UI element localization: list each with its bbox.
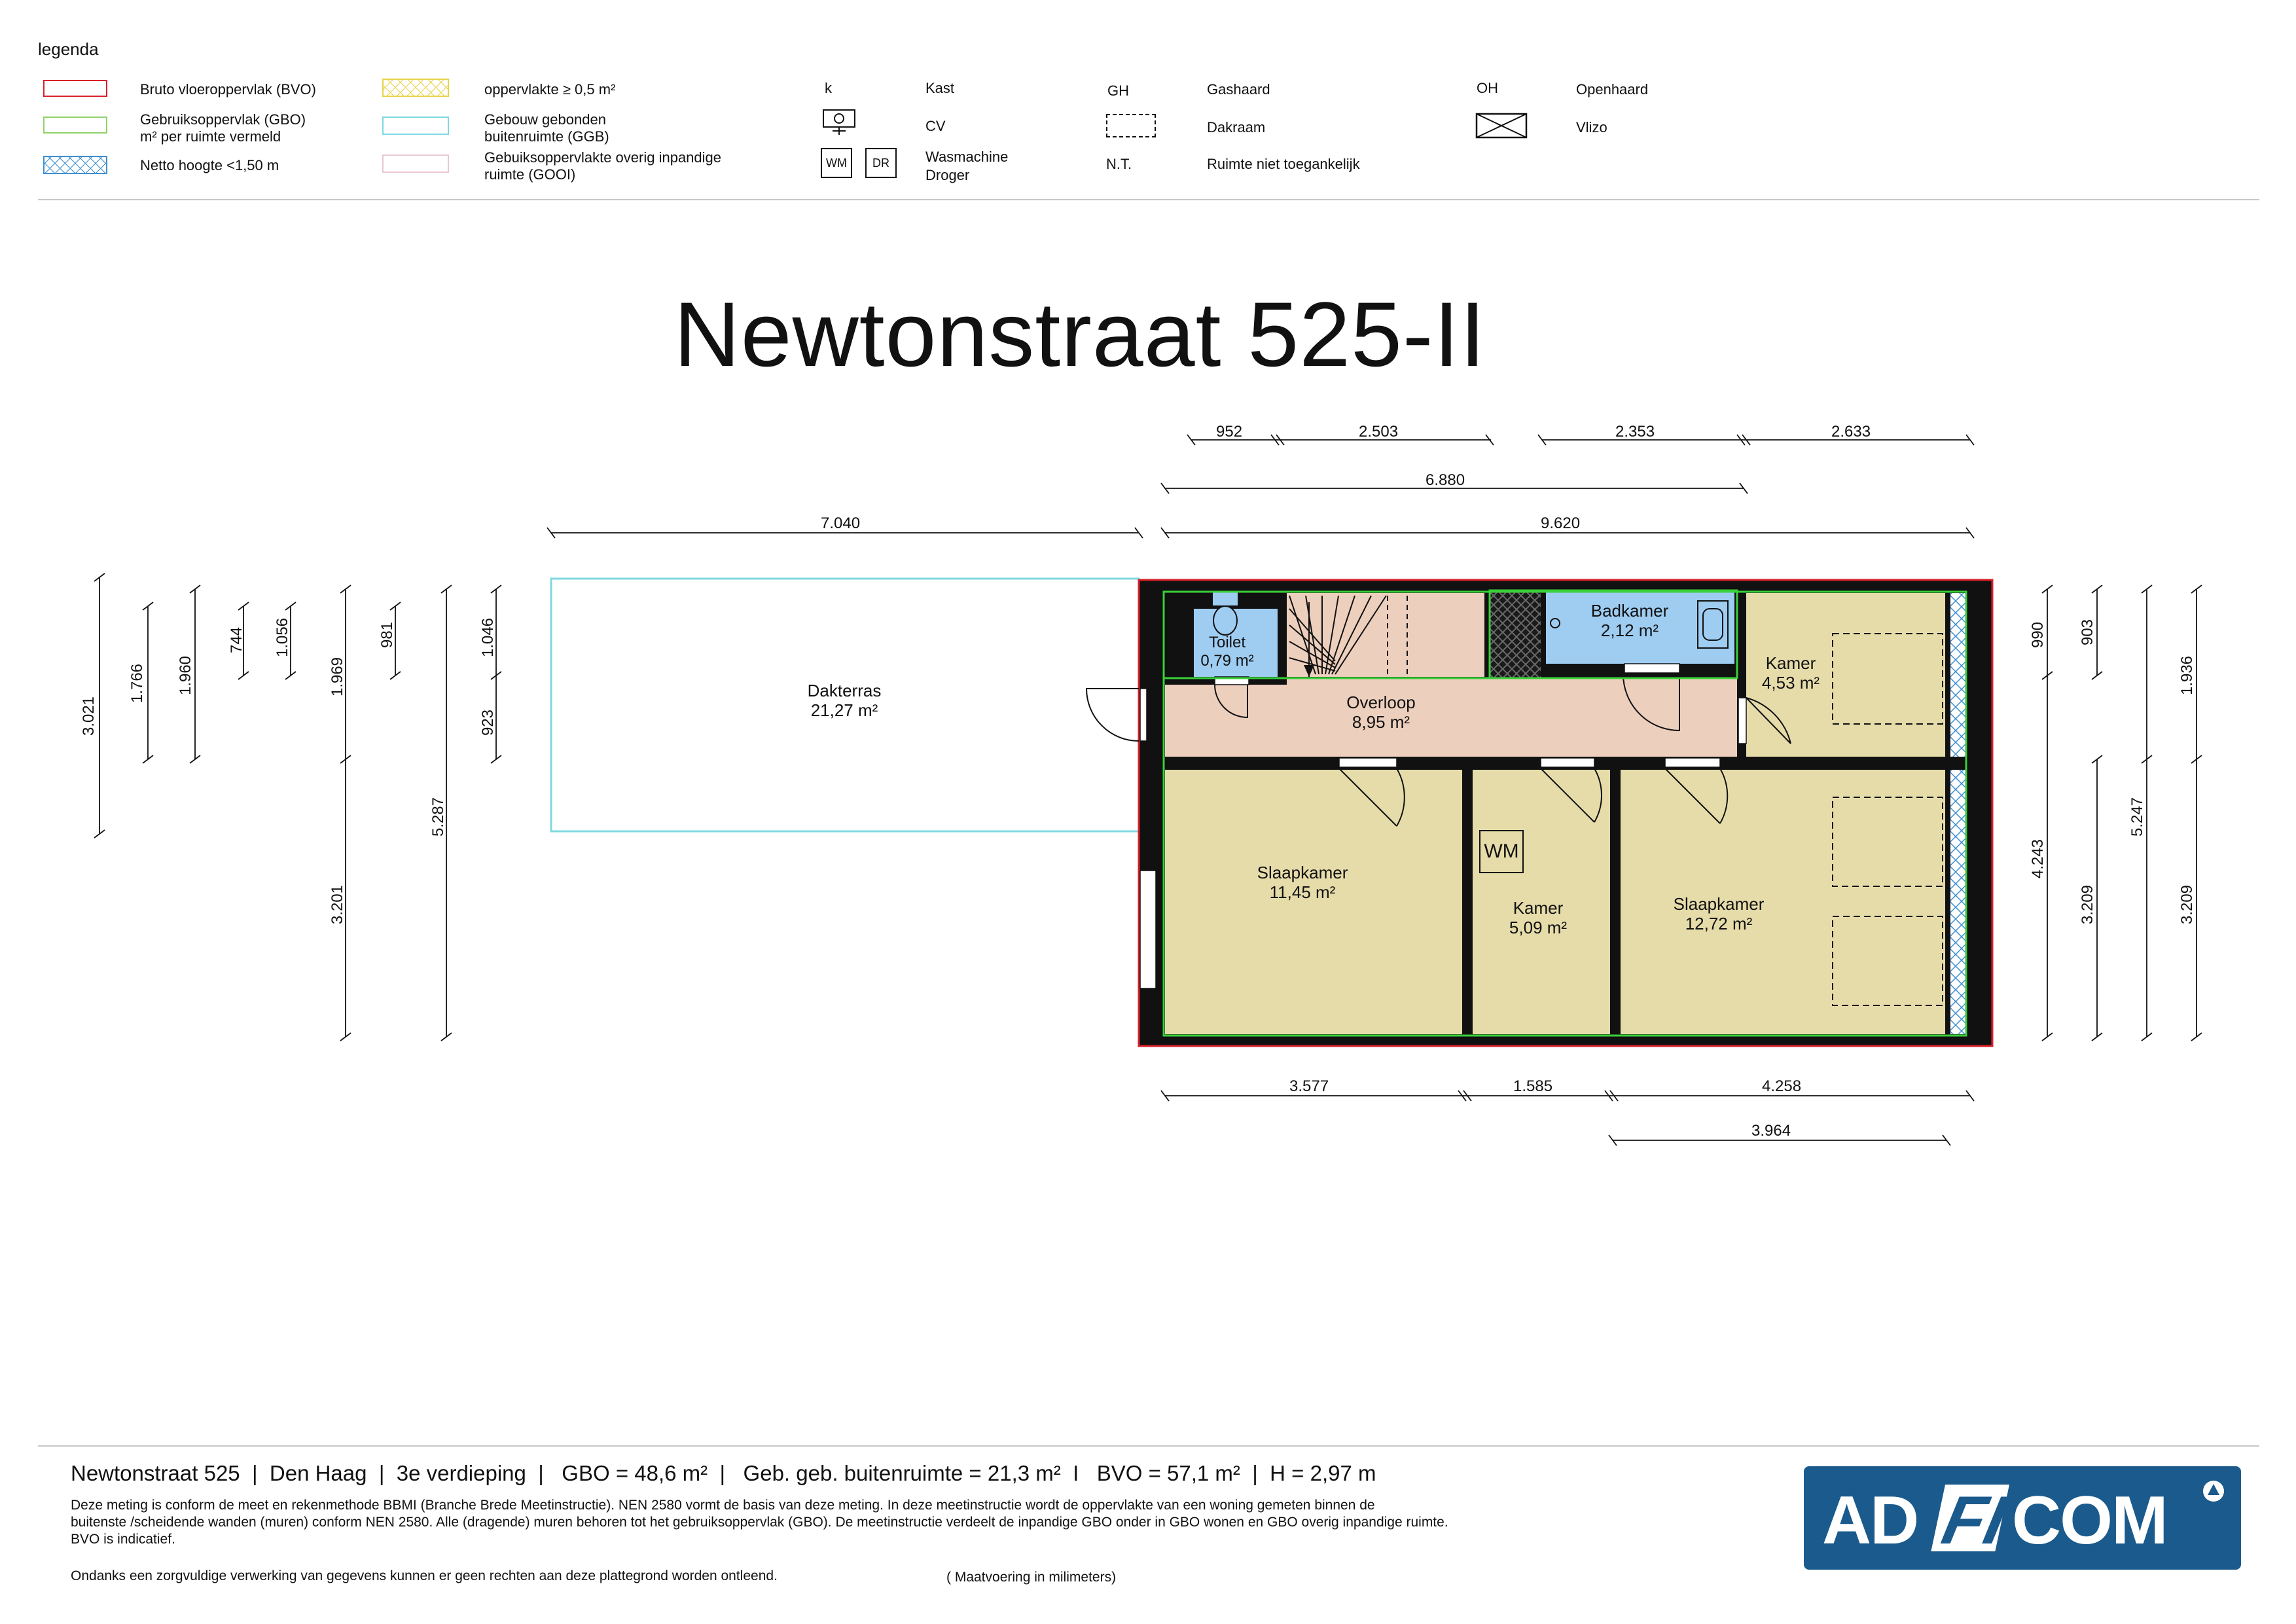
dim-label-923: 923: [479, 709, 497, 736]
room-name: Badkamer: [1590, 601, 1669, 621]
dim-label-1960: 1.960: [177, 655, 194, 696]
adficom-logo-mark: [1804, 1466, 2241, 1570]
dim-label-1585: 1.585: [1513, 1077, 1553, 1095]
room-label-overloop: [1322, 693, 1440, 732]
room-label-badkamer: [1571, 601, 1689, 640]
dim-label-952: 952: [1216, 423, 1243, 441]
room-area: 21,27 m²: [810, 700, 878, 720]
room-name: Overloop: [1346, 693, 1416, 712]
dim-label-3964: 3.964: [1751, 1122, 1791, 1140]
toilet-fixture: [1212, 592, 1238, 635]
legend-title: legenda: [38, 39, 99, 59]
footer-units-note: ( Maatvoering in milimeters): [946, 1570, 1117, 1585]
room-name: Dakterras: [807, 681, 882, 700]
dim-label-903: 903: [2079, 619, 2096, 646]
legend-label-nt: Ruimte niet toegankelijk: [1207, 156, 1360, 172]
svg-text:AD: AD: [1822, 1483, 1918, 1559]
footer-disclaimer-4: Ondanks een zorgvuldige verwerking van gegevens kunnen er geen rechten aan deze plattegrond worden ontleend.: [71, 1568, 778, 1583]
room-label-toilet: [1191, 634, 1263, 670]
legend-label-ggb: Gebouw gebonden buitenruimte (GGB): [484, 111, 609, 145]
room-area: 5,09 m²: [1509, 918, 1568, 937]
dim-label-4243: 4.243: [2029, 839, 2047, 879]
room-label-slaapkamer-2: [1660, 894, 1778, 933]
page-title: Newtonstraat 525-II: [673, 283, 1486, 386]
room-label-kamer-small: [1751, 653, 1830, 693]
slaapkamer-1-fill: [1165, 770, 1462, 1034]
legend-code-kast: k: [825, 80, 832, 96]
adficom-logo: [1804, 1466, 2241, 1570]
legend-label-bvo: Bruto vloeroppervlak (BVO): [140, 81, 316, 98]
dim-label-3209-a: 3.209: [2079, 884, 2096, 925]
washing-machine-symbol: WM: [1479, 830, 1524, 873]
dim-label-1936: 1.936: [2178, 655, 2196, 696]
dim-label-2503: 2.503: [1359, 423, 1399, 441]
legend-label-gbo: Gebruiksoppervlak (GBO) m² per ruimte vermeld: [140, 111, 306, 145]
room-name: Kamer: [1765, 653, 1816, 673]
dim-label-3201: 3.201: [329, 884, 346, 925]
footer-disclaimer-3: BVO is indicatief.: [71, 1532, 175, 1547]
svg-text:COM: COM: [2012, 1483, 2167, 1559]
dim-label-3577: 3.577: [1289, 1077, 1329, 1095]
dim-label-1056: 1.056: [274, 617, 291, 658]
legend-label-vlizo: Vlizo: [1576, 119, 1607, 135]
footer-divider: [38, 1445, 2259, 1447]
legend-label-kast: Kast: [925, 80, 955, 96]
footer-summary: Newtonstraat 525 | Den Haag | 3e verdieping | GBO = 48,6 m² | Geb. geb. buitenruimte = 21,3 m² I BVO = 57,1 m² | H = 2,97 m: [71, 1461, 1376, 1485]
dim-label-9620: 9.620: [1541, 514, 1581, 532]
room-area: 8,95 m²: [1352, 712, 1410, 732]
legend-label-oppervlakte: oppervlakte ≥ 0,5 m²: [484, 81, 616, 98]
room-label-slaapkamer-1: [1244, 863, 1361, 902]
dim-label-5287: 5.287: [429, 797, 447, 837]
dim-label-7040: 7.040: [821, 514, 861, 532]
dim-label-1969: 1.969: [329, 657, 346, 697]
room-area: 0,79 m²: [1200, 652, 1254, 670]
dim-label-4258: 4.258: [1762, 1077, 1802, 1095]
room-name: Slaapkamer: [1257, 863, 1348, 882]
dim-label-1766: 1.766: [128, 663, 146, 704]
room-area: 12,72 m²: [1685, 914, 1753, 933]
dim-label-3209-b: 3.209: [2178, 884, 2196, 925]
legend-code-openhaard: OH: [1477, 80, 1498, 96]
dim-label-3021: 3.021: [80, 696, 98, 736]
room-area: 2,12 m²: [1600, 621, 1659, 640]
dim-label-5247: 5.247: [2128, 797, 2146, 837]
dim-label-744: 744: [228, 626, 245, 654]
dim-label-981: 981: [378, 621, 396, 649]
room-name: Kamer: [1513, 898, 1564, 918]
dr-icon: DR: [865, 148, 897, 178]
svg-text:FI: FI: [1936, 1483, 2013, 1559]
room-area: 11,45 m²: [1269, 882, 1336, 902]
vlizo-hatch: [1490, 590, 1541, 678]
dim-label-2353: 2.353: [1615, 423, 1655, 441]
legend-label-gooi: Gebuiksoppervlakte overig inpandige ruimte (GOOI): [484, 149, 722, 183]
legend-code-nt: N.T.: [1106, 156, 1132, 172]
legend-label-dakraam: Dakraam: [1207, 119, 1266, 135]
dim-label-2633: 2.633: [1831, 423, 1871, 441]
stair-hall-fill: [1287, 593, 1484, 677]
room-label-kamer-mid: [1499, 898, 1577, 937]
legend-label-cv: CV: [925, 118, 946, 134]
dim-label-6880: 6.880: [1426, 471, 1465, 489]
room-area: 4,53 m²: [1761, 673, 1820, 693]
footer-disclaimer-2: buitenste /scheidende wanden (muren) conform NEN 2580. Alle (dragende) muren behoren tot het gebruiksoppervlak (GBO). De meetinstructie verdeelt de inpandige GBO onder in GBO wonen en GBO overig inpandige ruimte.: [71, 1515, 1448, 1530]
overloop-fill: [1165, 678, 1737, 759]
room-label-dakterras: [785, 681, 903, 720]
legend-label-gashaard: Gashaard: [1207, 81, 1270, 98]
legend-label-netto-hoogte: Netto hoogte <1,50 m: [140, 157, 279, 173]
legend-code-gashaard: GH: [1107, 82, 1129, 99]
dim-label-1046: 1.046: [479, 617, 497, 658]
legend-label-wm-dr: Wasmachine Droger: [925, 149, 1009, 183]
dim-label-990: 990: [2029, 621, 2047, 649]
legend-label-openhaard: Openhaard: [1576, 81, 1649, 98]
room-name: Slaapkamer: [1673, 894, 1765, 914]
footer-disclaimer-1: Deze meting is conform de meet en rekenmethode BBMI (Branche Brede Meetinstructie). NEN 2580 vormt de basis van deze meting. In deze meetinstructie wordt de oppervlakte van een woning gemeten binnen de: [71, 1498, 1375, 1513]
wm-icon: WM: [821, 148, 852, 178]
room-name: Toilet: [1208, 634, 1246, 651]
